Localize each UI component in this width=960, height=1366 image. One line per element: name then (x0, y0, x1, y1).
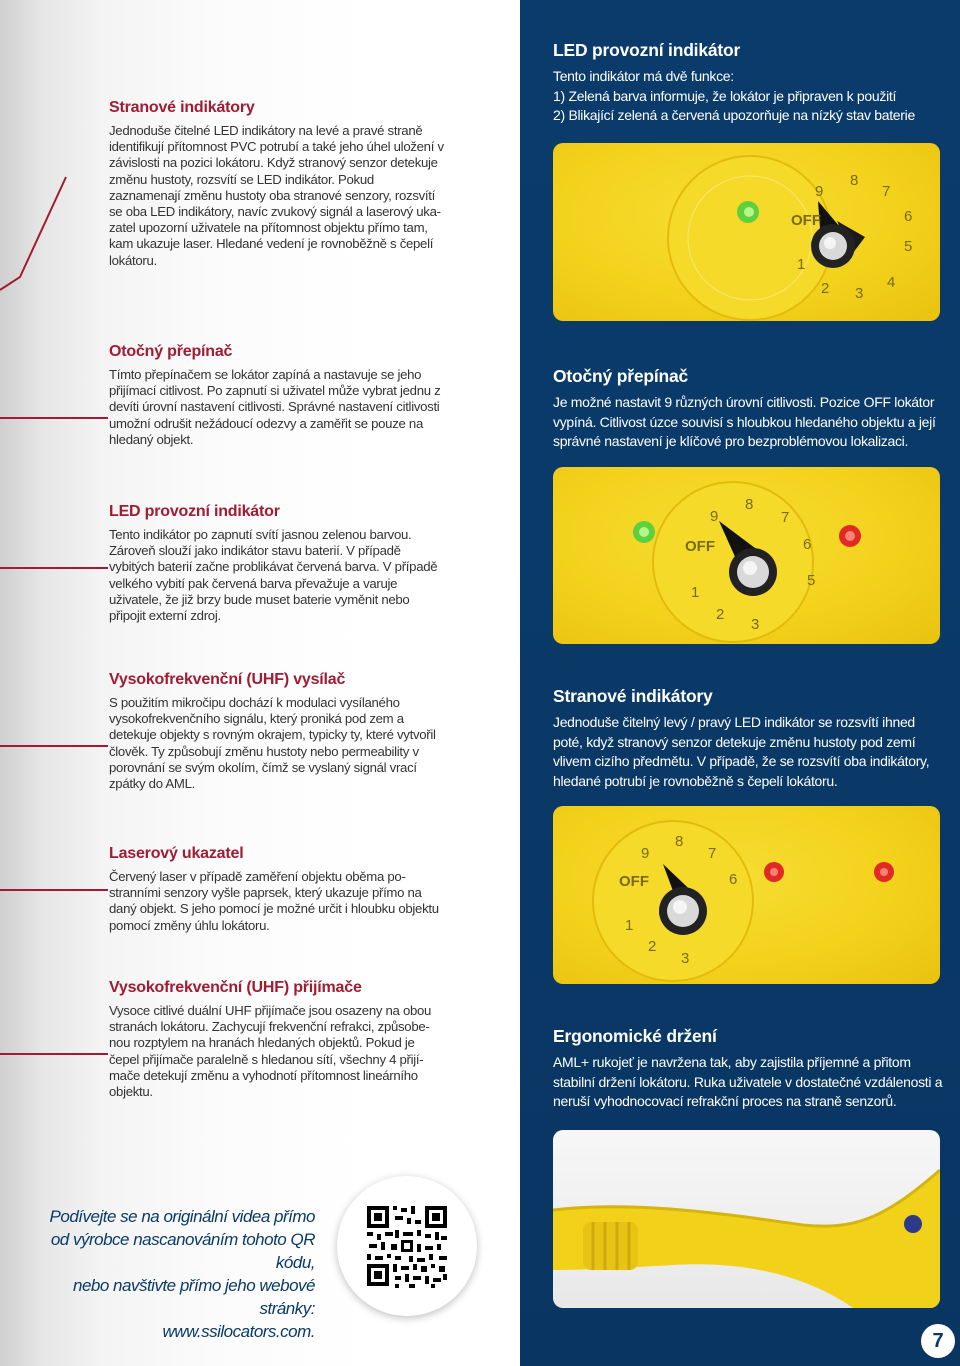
dial-number: 6 (803, 536, 812, 553)
dial-number: 8 (745, 496, 754, 513)
photo-dial-leds (553, 467, 940, 644)
leader-line-1 (0, 177, 66, 290)
section-uhf-receivers (109, 979, 444, 1100)
section-uhf-transmitter (109, 671, 444, 792)
section-side-indicators-right (553, 686, 948, 791)
section-ergonomic-grip (553, 1026, 948, 1112)
photo-side-leds (553, 806, 940, 984)
section-led-indicator-right (553, 40, 948, 126)
dial-number: 3 (681, 950, 690, 967)
dial-number: 9 (815, 183, 824, 200)
section-body: Tímto přepínačem se lokátor zapíná a nastavuje se jeho přijímací citlivost. Po zapnutí si uživatel může vybrat jednu z devíti úrovní nastavení citlivosti. Správné nastavení citlivosti umožní odrušit nežádoucí odezvy a zaměřit se pouze na hledaný objekt. (109, 367, 441, 447)
dial-number: 3 (855, 285, 864, 302)
dial-number: 5 (807, 572, 816, 589)
dial-illustration (553, 143, 940, 321)
section-title: LED provozní indikátor (109, 503, 280, 520)
section-body: AML+ rukojeť je navržena tak, aby zajistila příjemné a přitom stabilní držení lokátoru. Ruka uživatele v dostatečné vzdálenosti a neruší vyhodnocovací refrakční proces na straně senzorů. (553, 1054, 943, 1109)
dial-number: 7 (708, 845, 717, 862)
dial-off-label: OFF (685, 538, 715, 555)
dial-number: 7 (781, 509, 790, 526)
dial-number: 9 (710, 508, 719, 525)
section-title: Vysokofrekvenční (UHF) vysílač (109, 671, 346, 688)
section-title: Laserový ukazatel (109, 845, 244, 862)
dial-number: 1 (625, 917, 634, 934)
section-title: Ergonomické držení (553, 1026, 717, 1046)
section-title: Otočný přepínač (109, 343, 233, 360)
qr-caption (30, 1205, 315, 1343)
section-rotary-switch-right (553, 366, 948, 452)
qr-code-badge (337, 1176, 477, 1316)
dial-number: 1 (691, 584, 700, 601)
dial-number: 9 (641, 845, 650, 862)
section-title: LED provozní indikátor (553, 40, 741, 60)
section-title: Vysokofrekvenční (UHF) přijímače (109, 979, 362, 996)
website-link[interactable]: www.ssilocators.com. (162, 1322, 315, 1341)
page-number: 7 (921, 1324, 955, 1358)
photo-handle (553, 1130, 940, 1308)
section-body: S použitím mikročipu dochází k modulaci vysílaného vysokofrekvenčního signálu, který proniká pod zem a detekuje objekty s rovným okrajem, typicky ty, které vytvořil člověk. Ty způsobují změnu hustoty nebo permeability v porovnání se svým okolím, čímž se vyslaný signál vrací zpátky do AML. (109, 695, 436, 792)
dial-number: 7 (882, 183, 891, 200)
handle-illustration (553, 1130, 940, 1308)
section-laser-pointer (109, 845, 444, 934)
section-body: Tento indikátor po zapnutí svítí jasnou zelenou barvou. Zároveň slouží jako indikátor stavu baterií. V případě vybitých baterií začne problikávat červená barva. V případě velkého vybití pak červená barva převažuje a varuje uživatele, že již brzy bude muset baterie vyměnit nebo připojit externí zdroj. (109, 527, 438, 624)
section-body: Červený laser v případě zaměření objektu oběma postranními senzory vyšle paprsek, který ukazuje přímo na daný objekt. S jeho pomocí je možné určit i hloubku objektu pomocí změny úhlu lokátoru. (109, 869, 439, 933)
dial-number: 2 (648, 938, 657, 955)
section-body: Tento indikátor má dvě funkce: 1) Zelená barva informuje, že lokátor je připraven k použití 2) Blikající zelená a červená upozorňuje na nízký stav baterie (553, 68, 915, 123)
qr-caption-line: nebo navštivte přímo jeho webové stránky: (73, 1276, 315, 1318)
section-body: Vysoce citlivé duální UHF přijímače jsou osazeny na obou stranách lokátoru. Zachycují frekvenční refrakci, způsobenou rozptylem na hranách hledaných objektů. Pokud je čepel přijímače paralelně s hledanou sítí, všechny 4 přijímače detekují změnu a vyhodnotí přítomnost lineárního objektu. (109, 1003, 432, 1100)
dial-off-label: OFF (619, 873, 649, 890)
leader-lines (0, 0, 110, 1366)
dial-number: 5 (904, 238, 913, 255)
qr-caption-line: od výrobce nascanováním tohoto QR kódu, (50, 1230, 315, 1272)
section-rotary-switch (109, 343, 444, 448)
section-body: Je možné nastavit 9 různých úrovní citlivosti. Pozice OFF lokátor vypíná. Citlivost úzce souvisí s hloubkou hledaného objektu a její správné nastavení je klíčové pro bezproblémovou lokalizaci. (553, 394, 936, 449)
dial-number: 3 (751, 616, 760, 633)
photo-led-dial (553, 143, 940, 321)
dial-number: 2 (716, 606, 725, 623)
dial-off-label: OFF (791, 212, 821, 229)
section-body: Jednoduše čitelné LED indikátory na levé a pravé straně identifikují přítomnost PVC potrubí a také jeho úhel uložení v závislosti na pozici lokátoru. Když stranový senzor detekuje změnu hustoty, rozsvítí se LED indikátor. Pokud zaznamenají změnu hustoty oba stranové senzory, rozsvítí se oba LED indikátory, navíc zvukový signál a laserový ukazatel upozorní uživatele na přítomnost objektu přímo tam, kam ukazuje laser. Hledané vedení je rovnoběžně s čepelí lokátoru. (109, 123, 444, 268)
dial-number: 4 (887, 274, 896, 291)
qr-caption-line: Podívejte se na originální videa přímo (49, 1207, 315, 1226)
section-title: Stranové indikátory (109, 99, 255, 116)
dial-illustration (553, 467, 940, 644)
dial-number: 6 (904, 208, 913, 225)
section-led-indicator (109, 503, 444, 624)
section-title: Stranové indikátory (553, 686, 713, 706)
qr-code-icon[interactable] (337, 1176, 477, 1316)
dial-number: 1 (797, 256, 806, 273)
dial-number: 8 (850, 172, 859, 189)
section-body: Jednoduše čitelný levý / pravý LED indikátor se rozsvítí ihned poté, když stranový senzor detekuje změnu hustoty pod zemí vlivem cizího předmětu. V případě, že se rozsvítí oba indikátory, hledané potrubí je rovnoběžně s čepelí lokátoru. (553, 714, 930, 789)
blue-button-icon (904, 1215, 922, 1233)
dial-number: 2 (821, 280, 830, 297)
section-side-indicators (109, 99, 444, 269)
dial-number: 8 (675, 833, 684, 850)
section-title: Otočný přepínač (553, 366, 689, 386)
dial-illustration (553, 806, 940, 984)
dial-number: 6 (729, 871, 738, 888)
